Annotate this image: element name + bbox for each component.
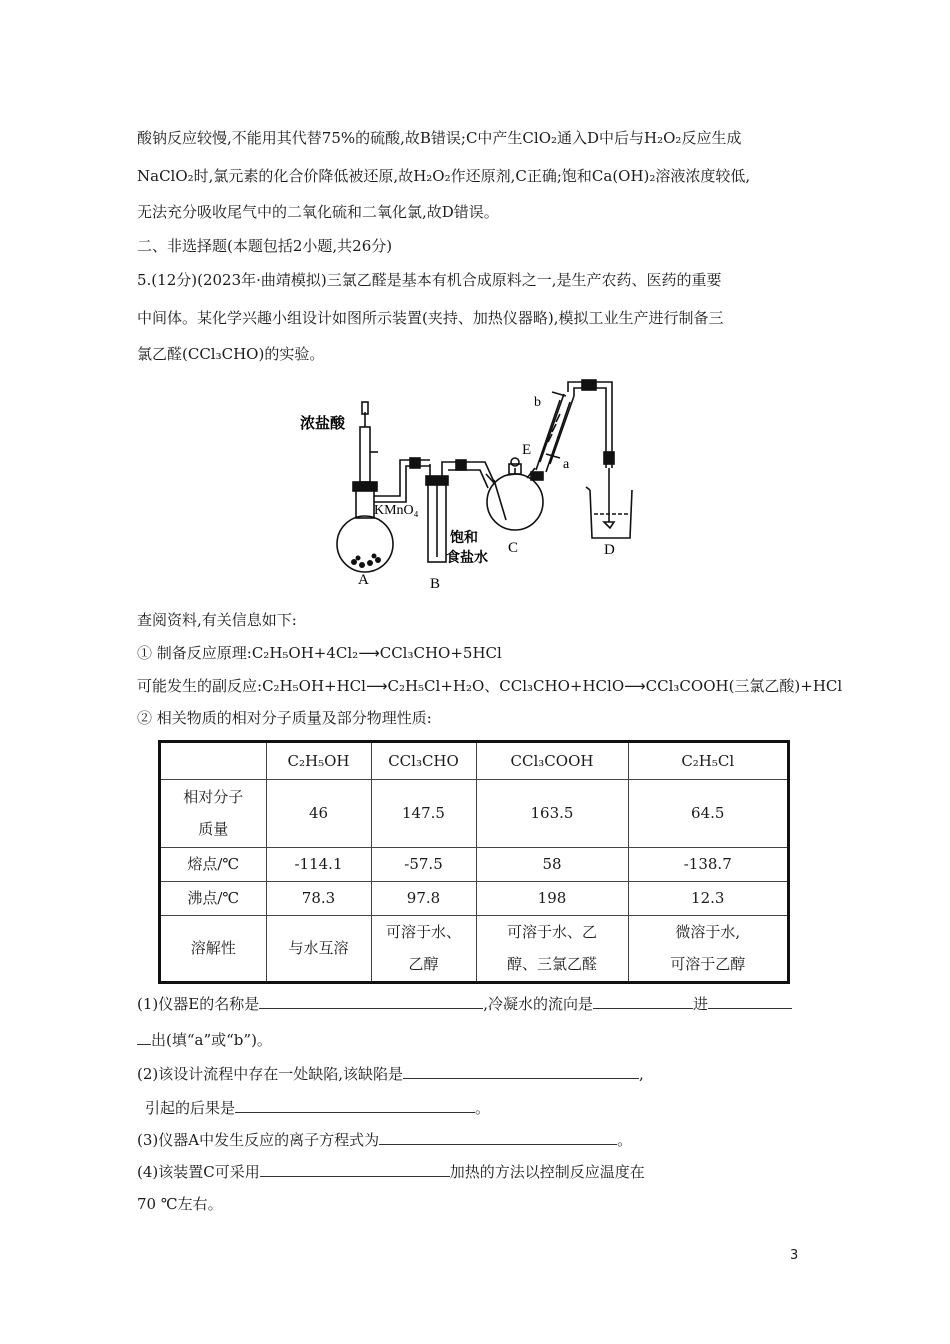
section-heading: 二、非选择题(本题包括2小题,共26分) xyxy=(137,237,393,255)
table-row-label: 沸点/℃ xyxy=(161,881,266,915)
info-properties-heading: ② 相关物质的相对分子质量及部分物理性质: xyxy=(137,709,432,727)
table-cell: -114.1 xyxy=(266,847,371,881)
table-cell: 46 xyxy=(266,779,371,847)
table-row xyxy=(161,847,787,881)
apparatus-diagram xyxy=(290,372,660,594)
table-header-cell: CCl₃COOH xyxy=(476,743,628,779)
label-beaker-d: D xyxy=(604,542,615,558)
arrow-icon: ⟶ xyxy=(624,677,646,695)
table-row-label: 熔点/℃ xyxy=(161,847,266,881)
label-bottle-b: B xyxy=(430,576,441,592)
table-row-label: 相对分子 质量 xyxy=(161,779,266,847)
question-5-line: 氯乙醛(CCl₃CHO)的实验。 xyxy=(137,345,325,363)
label-brine-1: 饱和 xyxy=(450,530,478,546)
table-cell: 97.8 xyxy=(371,881,476,915)
table-cell: 198 xyxy=(476,881,628,915)
question-1-text: (1)仪器E的名称是 xyxy=(137,995,260,1013)
answer-blank[interactable] xyxy=(260,1160,450,1177)
question-1-text: 进 xyxy=(692,995,708,1013)
question-2 xyxy=(137,1062,644,1084)
question-2-text: 引起的后果是 xyxy=(145,1099,236,1117)
label-port-a: a xyxy=(563,457,570,472)
label-condenser-e: E xyxy=(522,442,532,458)
question-5-line: 5.(12分)(2023年·曲靖模拟)三氯乙醛是基本有机合成原料之一,是生产农药、医药的重要 xyxy=(137,271,722,289)
question-1-cont xyxy=(137,1028,272,1050)
question-3-text: (3)仪器A中发生反应的离子方程式为 xyxy=(137,1131,380,1149)
question-5-line: 中间体。某化学兴趣小组设计如图所示装置(夹持、加热仪器略),模拟工业生产进行制备三 xyxy=(137,309,724,327)
label-flask-a: A xyxy=(358,572,369,588)
table-header-cell: C₂H₅OH xyxy=(266,743,371,779)
question-2-text: 。 xyxy=(475,1099,491,1117)
answer-blank[interactable] xyxy=(403,1062,639,1079)
table-row xyxy=(161,779,787,847)
question-1-text: 出(填“a”或“b”)。 xyxy=(151,1031,272,1049)
paragraph-line: 无法充分吸收尾气中的二氧化硫和二氧化氯,故D错误。 xyxy=(137,203,499,221)
table-cell: 58 xyxy=(476,847,628,881)
question-2-text: (2)该设计流程中存在一处缺陷,该缺陷是 xyxy=(137,1065,404,1083)
answer-blank[interactable] xyxy=(137,1028,151,1045)
question-4-text: (4)该装置C可采用 xyxy=(137,1163,260,1181)
table-cell: 78.3 xyxy=(266,881,371,915)
table-row-label: 溶解性 xyxy=(161,915,266,981)
answer-blank[interactable] xyxy=(235,1096,475,1113)
reaction-main-prefix: ① 制备反应原理: xyxy=(137,644,252,662)
reaction-side-prefix: 可能发生的副反应: xyxy=(137,677,263,695)
info-intro: 查阅资料,有关信息如下: xyxy=(137,611,297,629)
table-cell: 147.5 xyxy=(371,779,476,847)
table-header-cell: CCl₃CHO xyxy=(371,743,476,779)
answer-blank[interactable] xyxy=(593,992,693,1009)
label-flask-c: C xyxy=(508,540,519,556)
label-conc-hcl: 浓盐酸 xyxy=(300,414,346,432)
table-cell: -138.7 xyxy=(628,847,787,881)
reaction-main-lhs: C₂H₅OH+4Cl₂ xyxy=(251,644,359,662)
arrow-icon: ⟶ xyxy=(365,677,388,695)
reaction-side-lhs: C₂H₅OH+HCl xyxy=(262,677,366,695)
reaction-side-rhs: CCl₃COOH(三氯乙酸)+HCl xyxy=(645,677,843,695)
page-number: 3 xyxy=(790,1248,799,1263)
question-2-text: , xyxy=(639,1065,644,1083)
table-cell: -57.5 xyxy=(371,847,476,881)
answer-blank[interactable] xyxy=(708,992,792,1009)
table-cell: 163.5 xyxy=(476,779,628,847)
paragraph-line: NaClO₂时,氯元素的化合价降低被还原,故H₂O₂作还原剂,C正确;饱和Ca(OH)₂溶液浓度较低, xyxy=(137,167,751,185)
table-header-cell xyxy=(161,743,266,779)
reaction-side xyxy=(137,676,842,696)
table-cell: 12.3 xyxy=(628,881,787,915)
label-kmno4: KMnO₄ xyxy=(374,503,419,518)
table-header-cell: C₂H₅Cl xyxy=(628,743,787,779)
answer-blank[interactable] xyxy=(259,992,483,1009)
table-header-row xyxy=(161,743,787,779)
reaction-side-mid: C₂H₅Cl+H₂O、CCl₃CHO+HClO xyxy=(387,677,625,695)
table-row xyxy=(161,915,787,981)
question-4-cont: 70 ℃左右。 xyxy=(137,1195,223,1213)
table-row xyxy=(161,881,787,915)
table-cell: 与水互溶 xyxy=(266,915,371,981)
paragraph-line: 酸钠反应较慢,不能用其代替75%的硫酸,故B错误;C中产生ClO₂通入D中后与H₂O₂反应生成 xyxy=(137,129,742,147)
question-4 xyxy=(137,1160,645,1182)
arrow-icon: ⟶ xyxy=(358,644,380,662)
table-cell: 可溶于水、乙 醇、三氯乙醛 xyxy=(476,915,628,981)
table-cell: 64.5 xyxy=(628,779,787,847)
question-1-text: ,冷凝水的流向是 xyxy=(483,995,593,1013)
question-2-cont xyxy=(145,1096,490,1118)
table-cell: 微溶于水, 可溶于乙醇 xyxy=(628,915,787,981)
answer-blank[interactable] xyxy=(379,1128,617,1145)
question-3-text: 。 xyxy=(617,1131,633,1149)
label-brine-2: 食盐水 xyxy=(446,550,488,566)
properties-table xyxy=(158,740,790,984)
reaction-main-rhs: CCl₃CHO+5HCl xyxy=(379,644,502,662)
table-cell: 可溶于水、 乙醇 xyxy=(371,915,476,981)
label-port-b: b xyxy=(534,395,541,410)
question-1 xyxy=(137,992,792,1014)
question-4-text: 加热的方法以控制反应温度在 xyxy=(449,1163,645,1181)
reaction-main xyxy=(137,643,502,663)
question-3 xyxy=(137,1128,632,1150)
